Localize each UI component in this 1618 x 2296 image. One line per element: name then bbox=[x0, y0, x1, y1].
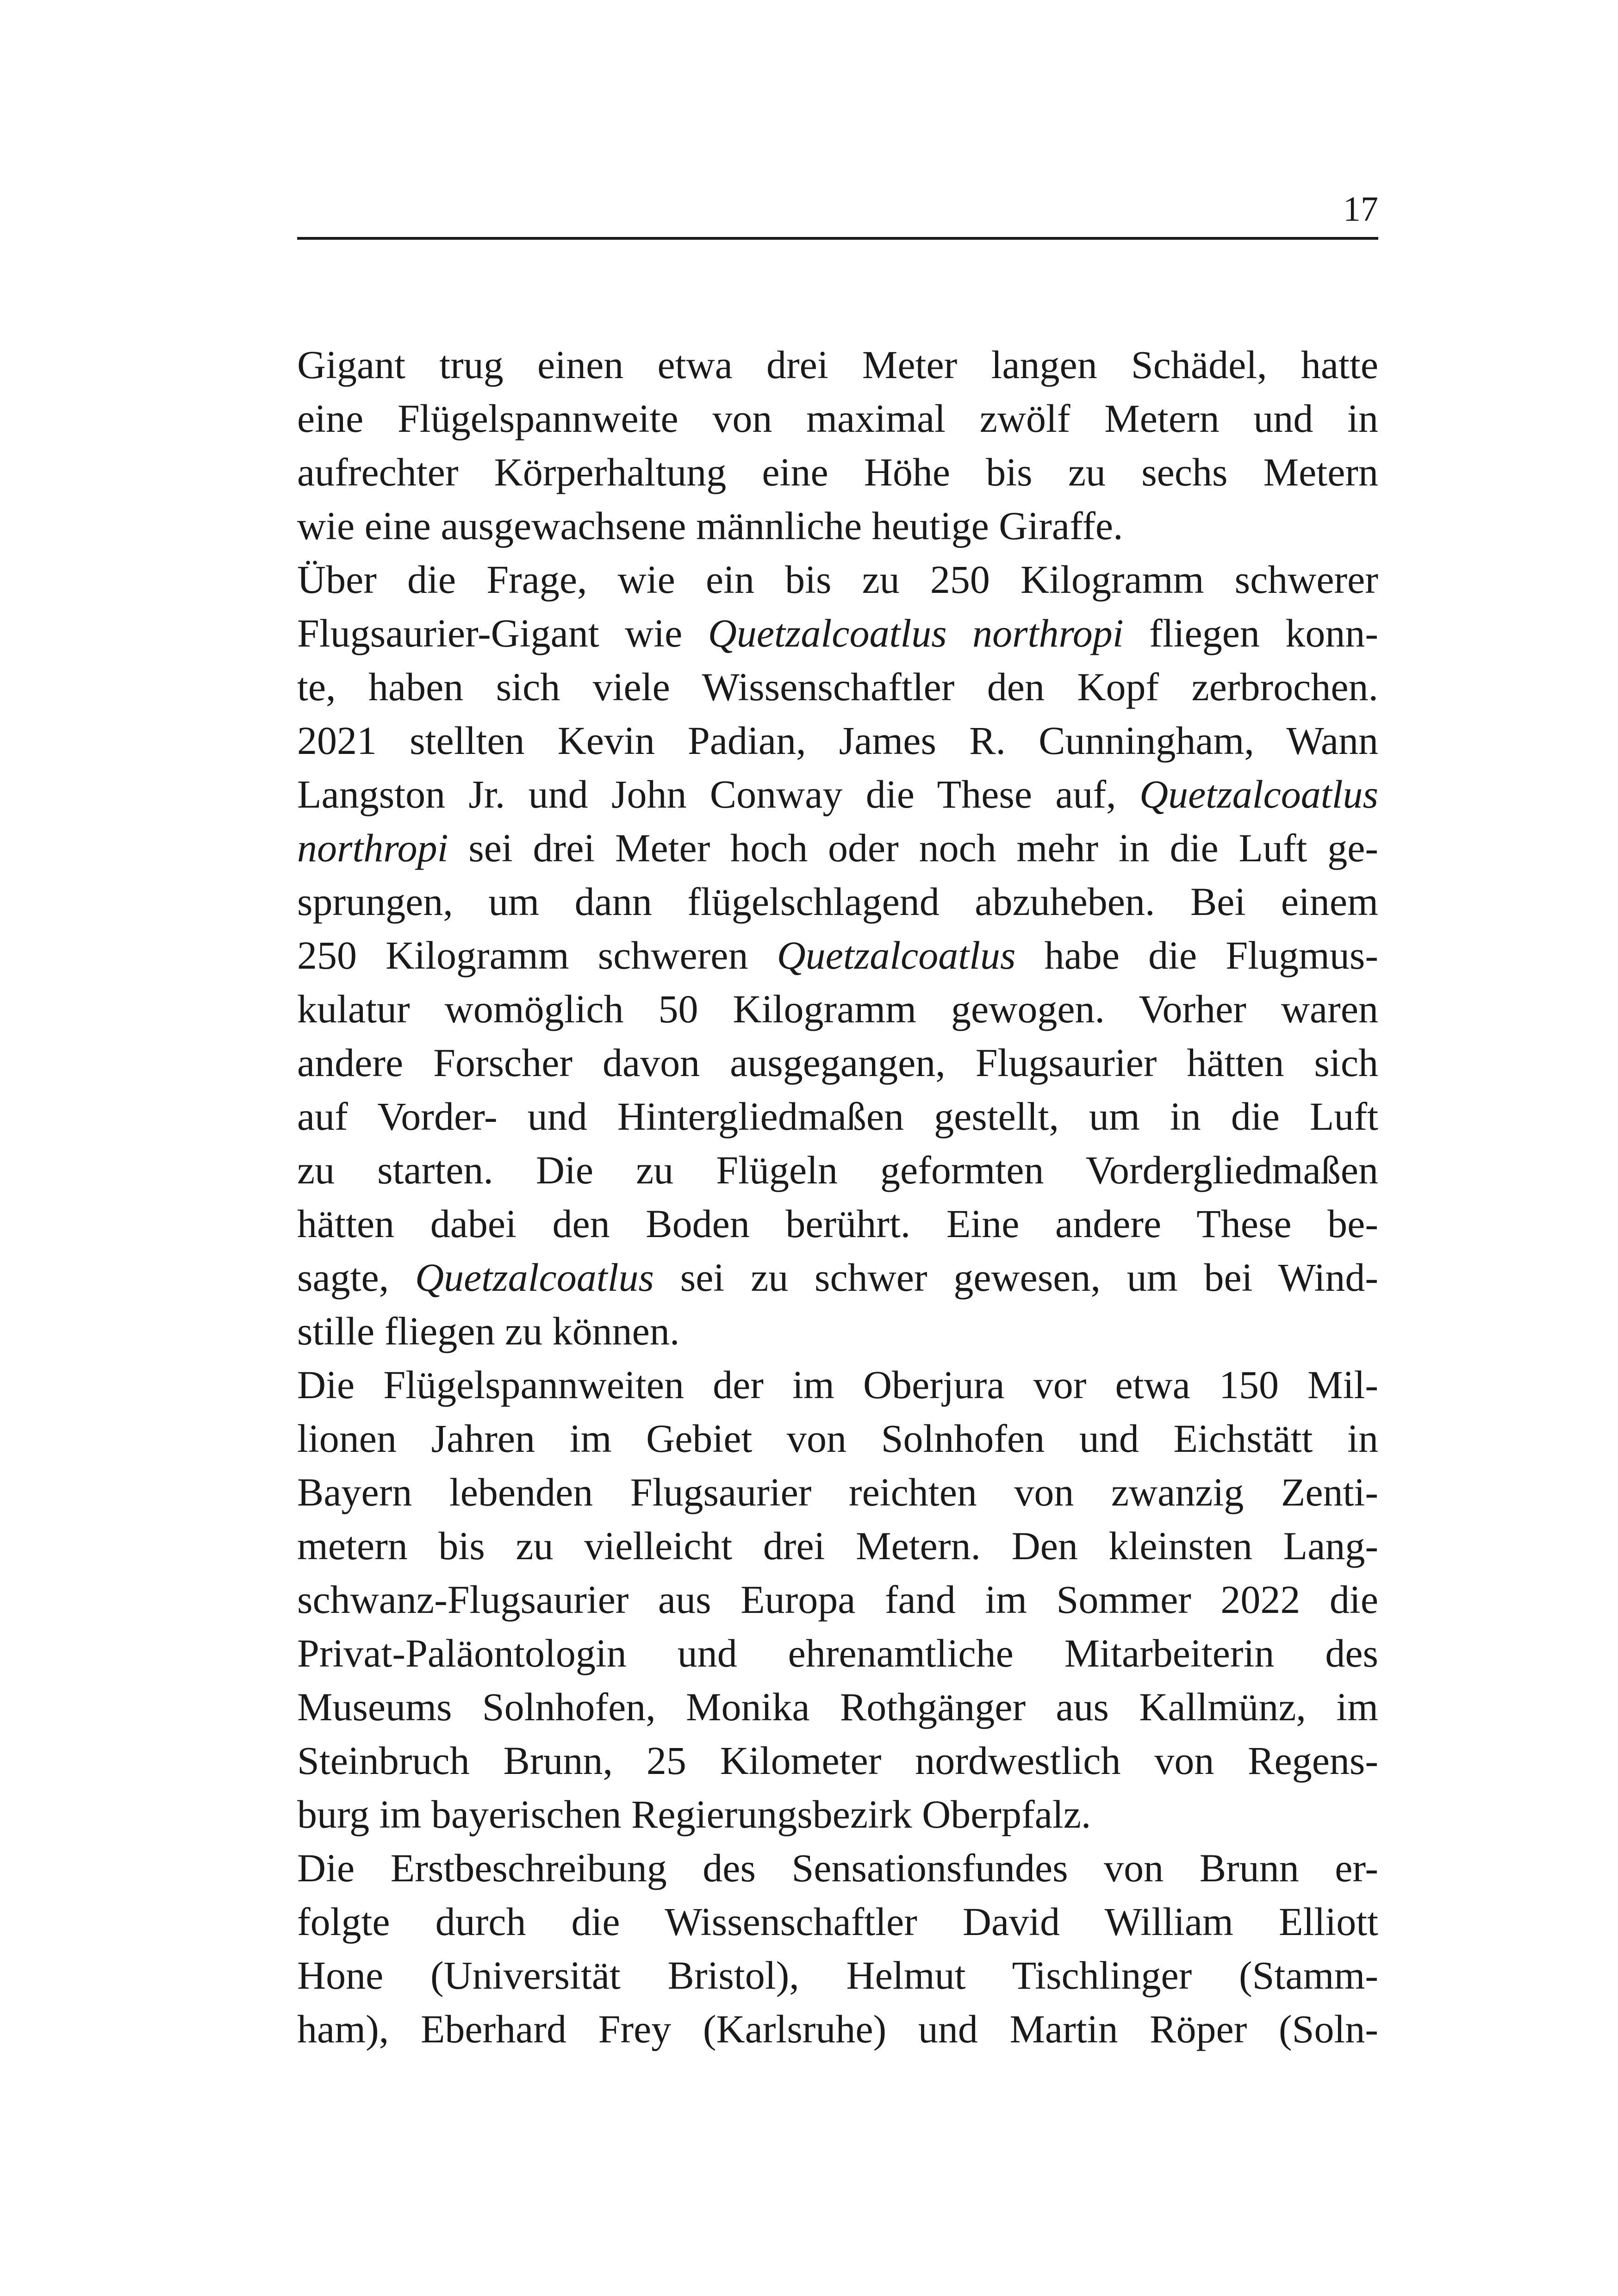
text-segment: sagte, bbox=[297, 1255, 415, 1300]
text-segment: hätten dabei den Boden berührt. Eine andere These be- bbox=[297, 1201, 1378, 1246]
text-line bbox=[297, 821, 1378, 875]
text-line bbox=[297, 1412, 1378, 1465]
text-line bbox=[297, 1197, 1378, 1251]
page-header bbox=[297, 185, 1378, 240]
text-segment: wie eine ausgewachsene männliche heutige Giraffe. bbox=[297, 504, 1123, 548]
text-segment: Steinbruch Brunn, 25 Kilometer nordwestlich von Regens- bbox=[297, 1738, 1378, 1783]
text-line bbox=[297, 1519, 1378, 1573]
text-segment: Bayern lebenden Flugsaurier reichten von zwanzig Zenti- bbox=[297, 1470, 1378, 1514]
text-line bbox=[297, 1895, 1378, 1948]
text-segment: habe die Flugmus- bbox=[1015, 933, 1378, 977]
species-name-italic: Quetzalcoatlus bbox=[777, 933, 1016, 977]
text-line bbox=[297, 553, 1378, 606]
text-segment: ham), Eberhard Frey (Karlsruhe) und Martin Röper (Soln- bbox=[297, 2007, 1378, 2051]
text-line bbox=[297, 1626, 1378, 1680]
text-line bbox=[297, 767, 1378, 821]
text-segment: schwanz-Flugsaurier aus Europa fand im Sommer 2022 die bbox=[297, 1577, 1378, 1622]
text-line bbox=[297, 928, 1378, 982]
text-line bbox=[297, 445, 1378, 499]
text-segment: Museums Solnhofen, Monika Rothgänger aus Kallmünz, im bbox=[297, 1685, 1378, 1729]
text-segment: lionen Jahren im Gebiet von Solnhofen und Eichstätt in bbox=[297, 1416, 1378, 1461]
text-segment: eine Flügelspannweite von maximal zwölf Metern und in bbox=[297, 396, 1378, 441]
text-line bbox=[297, 1036, 1378, 1089]
text-line bbox=[297, 1573, 1378, 1626]
text-segment: aufrechter Körperhaltung eine Höhe bis zu sechs Metern bbox=[297, 450, 1378, 494]
text-line bbox=[297, 1465, 1378, 1519]
text-line bbox=[297, 1948, 1378, 2002]
text-line bbox=[297, 1841, 1378, 1895]
text-line bbox=[297, 1680, 1378, 1734]
text-segment: Privat-Paläontologin und ehrenamtliche Mitarbeiterin des bbox=[297, 1631, 1378, 1675]
text-segment: Langston Jr. und John Conway die These auf, bbox=[297, 772, 1140, 816]
text-segment: Über die Frage, wie ein bis zu 250 Kilogramm schwerer bbox=[297, 557, 1378, 602]
text-segment: sei drei Meter hoch oder noch mehr in die Luft ge- bbox=[448, 826, 1378, 870]
text-line bbox=[297, 1251, 1378, 1304]
text-line bbox=[297, 1143, 1378, 1197]
text-line bbox=[297, 875, 1378, 928]
text-line bbox=[297, 392, 1378, 445]
text-segment: burg im bayerischen Regierungsbezirk Oberpfalz. bbox=[297, 1792, 1091, 1836]
text-line bbox=[297, 1787, 1378, 1841]
body-text bbox=[297, 338, 1378, 2056]
text-line bbox=[297, 982, 1378, 1036]
page-number: 17 bbox=[1343, 190, 1378, 229]
text-line bbox=[297, 1734, 1378, 1787]
species-name-italic: Quetzalcoatlus bbox=[415, 1255, 654, 1300]
text-segment: kulatur womöglich 50 Kilogramm gewogen. Vorher waren bbox=[297, 987, 1378, 1031]
text-segment: stille fliegen zu können. bbox=[297, 1309, 680, 1353]
species-name-italic: northropi bbox=[297, 826, 448, 870]
text-segment: 2021 stellten Kevin Padian, James R. Cunningham, Wann bbox=[297, 718, 1378, 763]
text-segment: 250 Kilogramm schweren bbox=[297, 933, 777, 977]
text-segment: Hone (Universität Bristol), Helmut Tischlinger (Stamm- bbox=[297, 1953, 1378, 1997]
text-line bbox=[297, 660, 1378, 714]
text-segment: andere Forscher davon ausgegangen, Flugsaurier hätten sich bbox=[297, 1040, 1378, 1085]
text-line bbox=[297, 606, 1378, 660]
text-segment: te, haben sich viele Wissenschaftler den Kopf zerbrochen. bbox=[297, 665, 1378, 709]
text-segment: Die Flügelspannweiten der im Oberjura vor etwa 150 Mil- bbox=[297, 1363, 1378, 1407]
text-segment: sprungen, um dann flügelschlagend abzuheben. Bei einem bbox=[297, 879, 1378, 924]
text-line bbox=[297, 338, 1378, 392]
text-segment: sei zu schwer gewesen, um bei Wind- bbox=[653, 1255, 1379, 1300]
text-line bbox=[297, 2002, 1378, 2056]
text-segment: metern bis zu vielleicht drei Metern. Den kleinsten Lang- bbox=[297, 1524, 1378, 1568]
text-segment: Gigant trug einen etwa drei Meter langen Schädel, hatte bbox=[297, 342, 1378, 387]
text-segment: fliegen konn- bbox=[1123, 611, 1378, 655]
text-line bbox=[297, 499, 1378, 553]
text-line bbox=[297, 714, 1378, 767]
text-segment: Flugsaurier-Gigant wie bbox=[297, 611, 708, 655]
text-segment: zu starten. Die zu Flügeln geformten Vordergliedmaßen bbox=[297, 1148, 1378, 1192]
text-segment: folgte durch die Wissenschaftler David William Elliott bbox=[297, 1899, 1378, 1944]
text-line bbox=[297, 1089, 1378, 1143]
text-segment: Die Erstbeschreibung des Sensationsfundes von Brunn er- bbox=[297, 1846, 1378, 1890]
text-segment: auf Vorder- und Hintergliedmaßen gestellt, um in die Luft bbox=[297, 1094, 1378, 1139]
text-line bbox=[297, 1304, 1378, 1358]
species-name-italic: Quetzalcoatlus northropi bbox=[708, 611, 1124, 655]
species-name-italic: Quetzalcoatlus bbox=[1139, 772, 1378, 816]
text-line bbox=[297, 1358, 1378, 1412]
